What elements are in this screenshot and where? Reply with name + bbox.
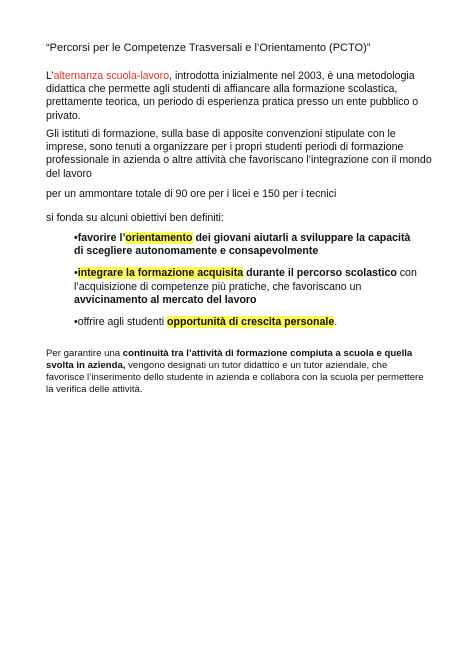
red-term: alternanza scuola-lavoro (53, 70, 170, 82)
list-item: •favorire l’orientamento dei giovani aiutarli a sviluppare la capacità di scegliere autonomamente e consapevolmente (74, 232, 411, 258)
paragraph-hours: per un ammontare totale di 90 ore per i licei e 150 per i tecnici (46, 188, 337, 200)
document-title: “Percorsi per le Competenze Trasversali e l’Orientamento (PCTO)” (46, 42, 371, 54)
list-item: •integrare la formazione acquisita durante il percorso scolastico con l’acquisizione di competenze più pratiche, che favoriscano un avvicinamento al mercato del lavoro (74, 267, 417, 306)
paragraph-intro: L’alternanza scuola-lavoro, introdotta inizialmente nel 2003, è una metodologia didattica che permette agli studenti di affiancare alla formazione scolastica, prettamente teorica, un periodo di esperienza pratica presso un ente pubblico o privato. (46, 70, 419, 122)
paragraph-institutes: Gli istituti di formazione, sulla base di apposite convenzioni stipulate con le imprese, sono tenuti a organizzare per i propri studenti periodi di formazione professionale in azienda o altre attività che favoriscano l’integrazione con il mondo del lavoro (46, 128, 432, 180)
objectives-list (74, 232, 422, 338)
paragraph-tutors: Per garantire una continuità tra l’attività di formazione compiuta a scuola e quella svolta in azienda, vengono designati un tutor didattico e un tutor aziendale, che favorisce l’inserimento dello studente in azienda e collabora con la scuola per permettere la verifica delle attività. (46, 348, 424, 395)
paragraph-objectives-intro: si fonda su alcuni obiettivi ben definiti: (46, 212, 224, 224)
list-item: •offrire agli studenti opportunità di crescita personale. (74, 316, 338, 329)
